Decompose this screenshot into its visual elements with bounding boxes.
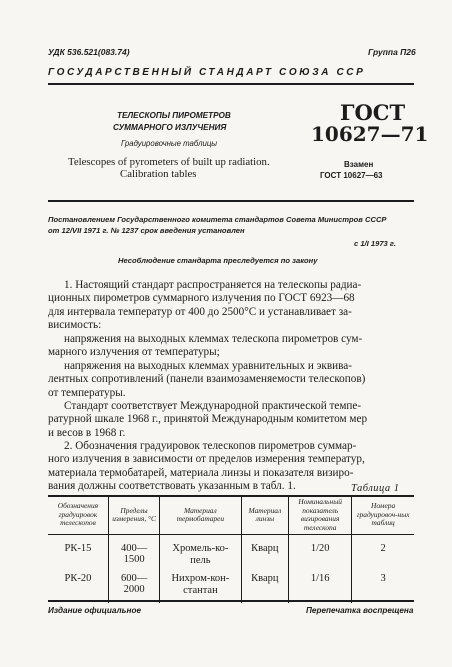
title-ru-line2: СУММАРНОГО ИЗЛУЧЕНИЯ [113,123,227,132]
cell-designation: РК-15 [64,543,92,555]
paragraph-2 [48,333,418,360]
p5-line2: ного излучения в зависимости от пределов измерения температур, [48,453,365,466]
cell-sighting: 1/20 [289,535,352,574]
p4-line3: и весов в 1968 г. [48,426,126,439]
paragraph-3 [48,360,418,400]
p4-line1: Стандарт соответствует Международной практической темпе- [64,400,362,412]
p5-line1: 2. Обозначения градуировок телескопов пирометров суммар- [64,440,357,452]
legal-notice: Несоблюдение стандарта преследуется по закону [118,256,318,265]
group-code: Группа П26 [368,47,416,57]
cell-range: 400—1500 [108,535,159,574]
header-rule [48,83,414,85]
p2-line1: напряжения на выходных клеммах телескопа пирометров сум- [64,333,363,345]
p1-line3: для интервала температур от 400 до 2500°С и устанавливает за- [48,305,352,318]
footer-official-edition: Издание официальное [48,606,141,615]
state-standard-banner: ГОСУДАРСТВЕННЫЙ СТАНДАРТ СОЮЗА ССР [48,67,366,78]
p2-line2: марного излучения от температуры; [48,346,220,359]
title-ru-line1: ТЕЛЕСКОПЫ ПИРОМЕТРОВ [117,111,231,120]
cell-thermopile-line1: Хромель-ко- [172,543,229,555]
table-header-row [48,496,414,535]
effective-date: с 1/I 1973 г. [354,239,396,248]
replaces-label: Взамен [344,160,374,169]
gost-label: ГОСТ [340,100,406,125]
footer-reprint-notice: Перепечатка воспрещена [306,606,414,615]
cell-thermopile [160,573,241,603]
cell-lens: Кварц [241,573,289,603]
p5-line4: вания должны соответствовать указанным в табл. 1. [48,480,296,493]
cell-thermopile-line2: стантан [183,585,218,597]
calibration-table [48,496,414,603]
paragraph-4 [48,400,418,440]
cell-designation: РК-20 [64,573,92,585]
replaces-standard: ГОСТ 10627—63 [320,171,383,180]
p3-line3: от температуры. [48,386,126,399]
header-sighting: Номинальный показатель визирования телескопа [289,496,352,535]
header-lens: Материал линзы [241,496,289,535]
title-en-line1: Telescopes of pyrometers of built up radiation. [68,156,270,168]
cell-lens: Кварц [241,535,289,574]
cell-thermopile-line2: пель [190,555,211,567]
cell-thermopile [160,535,241,574]
header-table-numbers: Номера градуировоч-ных таблиц [352,496,414,535]
p1-line2: ционных пирометров суммарного излучения по ГОСТ 6923—68 [48,292,355,305]
paragraph-1 [48,279,418,333]
table-row [48,535,414,574]
cell-sighting: 1/16 [289,573,352,603]
cell-table-number: 2 [352,535,414,574]
decree-line2: от 12/VII 1971 г. № 1237 срок введения установлен [48,226,245,235]
p5-line3: материала термобатарей, материала линзы и показателя визиро- [48,466,354,479]
header-thermopile: Материал термобатареи [160,496,241,535]
p3-line2: лентных сопротивлений (панели взаимозаменяемости телескопов) [48,373,366,386]
title-en-line2: Calibration tables [120,168,197,180]
p3-line1: напряжения на выходных клеммах уравнительных и эквива- [64,360,352,372]
cell-thermopile-line1: Нихром-кон- [171,573,230,585]
title-rule [48,200,414,202]
table-row [48,573,414,603]
p4-line2: ратурной шкале 1968 г., принятой Международным комитетом мер [48,413,368,426]
udk-code: УДК 536.521(083.74) [48,47,130,57]
table-bottom-rule [48,600,414,602]
cell-range: 600—2000 [108,573,159,603]
decree-line1: Постановлением Государственного комитета стандартов Совета Министров СССР [48,215,387,224]
gost-number: 10627—71 [311,122,429,146]
table-caption: Таблица 1 [351,483,400,494]
header-range: Пределы измерения, °С [108,496,159,535]
p1-line1: 1. Настоящий стандарт распространяется на телескопы радиа- [64,279,362,291]
cell-table-number: 3 [352,573,414,603]
title-ru-subtitle: Градуировочные таблицы [121,139,218,148]
p1-line4: висимость: [48,319,102,332]
header-designation: Обозначения градуировок телескопов [48,496,108,535]
